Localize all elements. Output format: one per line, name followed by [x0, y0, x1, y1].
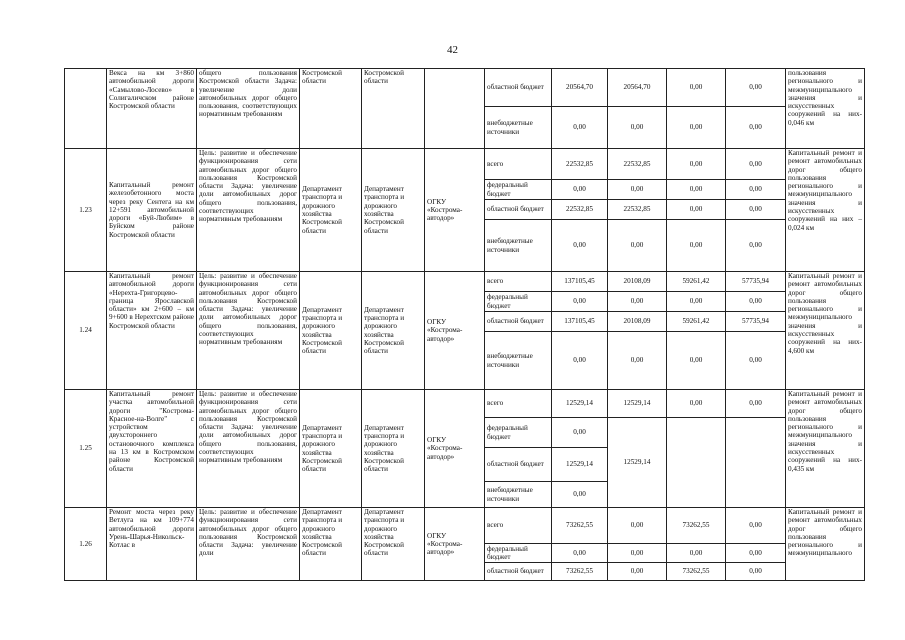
- amount-total: 20564,70: [552, 69, 608, 107]
- row-number-cell: 1.26: [65, 508, 107, 581]
- coordinator-cell: Департамент транспорта и дорожного хозяйства Костромской области: [362, 272, 425, 390]
- funding-source: внебюджетные источники: [485, 107, 552, 149]
- amount-total: 73262,55: [552, 508, 608, 544]
- result-cell: Капитальный ремонт и ремонт автомобильных дорог общего пользования регионального и межмуниципального значения и искусственных сооружений на них – 0,024 км: [786, 149, 865, 272]
- funding-source: областной бюджет: [485, 448, 552, 482]
- amount-year-3: 0,00: [726, 180, 786, 200]
- amount-total: 0,00: [552, 220, 608, 272]
- amount-year-1: 0,00: [608, 292, 667, 312]
- amount-total: 137105,45: [552, 272, 608, 292]
- funding-source: федеральный бюджет: [485, 180, 552, 200]
- amount-total: 0,00: [552, 292, 608, 312]
- funding-source: областной бюджет: [485, 69, 552, 107]
- funding-source: федеральный бюджет: [485, 544, 552, 563]
- goal-cell: Цель: развитие и обеспечение функционирования сети автомобильных дорог общего пользования Костромской области Задача: увеличение доли: [197, 508, 300, 581]
- customer-cell: Департамент транспорта и дорожного хозяйства Костромской области: [300, 508, 362, 581]
- table-row: [65, 508, 865, 544]
- amount-year-1: 0,00: [608, 220, 667, 272]
- amount-year-2: 73262,55: [667, 508, 726, 544]
- amount-year-3: 0,00: [726, 107, 786, 149]
- amount-year-1: 0,00: [608, 508, 667, 544]
- amount-year-1: 0,00: [608, 332, 667, 390]
- amount-total: 0,00: [552, 180, 608, 200]
- row-number-cell: [65, 69, 107, 149]
- table-row: [65, 149, 865, 180]
- amount-year-3: 0,00: [726, 563, 786, 581]
- amount-total: 0,00: [552, 107, 608, 149]
- goal-cell: Цель: развитие и обеспечение функционирования сети автомобильных дорог общего пользования Костромской области Задача: увеличение доли автомобильных дорог общего пользования, соответствующих нормативным требованиям: [197, 272, 300, 390]
- coordinator-cell: Костромской области: [362, 69, 425, 149]
- amount-year-1: 20564,70: [608, 69, 667, 107]
- amount-year-3: 0,00: [726, 544, 786, 563]
- funding-source: внебюджетные источники: [485, 220, 552, 272]
- amount-year-3: 57735,94: [726, 272, 786, 292]
- amount-year-3: 0,00: [726, 220, 786, 272]
- measure-name-cell: Капитальный ремонт железобетонного моста через реку Сентега на км 12+591 автомобильной дороги «Буй-Любим» в Буйском районе Костромской области: [107, 149, 197, 272]
- amount-year-1: 20108,09: [608, 272, 667, 292]
- coordinator-cell: Департамент транспорта и дорожного хозяйства Костромской области: [362, 390, 425, 508]
- result-cell: Капитальный ремонт и ремонт автомобильных дорог общего пользования регионального и межмуниципального значения и искусственных сооружений на них- 4,600 км: [786, 272, 865, 390]
- amount-year-2: 0,00: [667, 390, 726, 418]
- amount-year-3: 0,00: [726, 332, 786, 390]
- executor-cell: ОГКУ «Кострома-автодор»: [425, 272, 485, 390]
- measure-name-cell: Векса на км 3+860 автомобильной дороги «Самылово-Лосево» в Солигаличском районе Костромской области: [107, 69, 197, 149]
- program-table: [64, 68, 865, 581]
- goal-cell: Цель: развитие и обеспечение функционирования сети автомобильных дорог общего пользования Костромской области Задача: увеличение доли автомобильных дорог общего пользования, соответствующих нормативным требованиям: [197, 149, 300, 272]
- amount-year-2: 0,00: [667, 220, 726, 272]
- amount-year-2: 59261,42: [667, 312, 726, 332]
- amount-year-2: 0,00: [667, 107, 726, 149]
- amount-year-1: 0,00: [608, 180, 667, 200]
- measure-name-cell: Капитальный ремонт участка автомобильной дороги "Кострома-Красное-на-Волге" с устройством двухстороннего остановочного комплекса на 13 км в Костромском районе Костромской области: [107, 390, 197, 508]
- amount-year-2: 0,00: [667, 332, 726, 390]
- amount-year-1: 22532,85: [608, 149, 667, 180]
- amount-year-3: 57735,94: [726, 312, 786, 332]
- customer-cell: Департамент транспорта и дорожного хозяйства Костромской области: [300, 149, 362, 272]
- amount-total: 0,00: [552, 332, 608, 390]
- funding-source: всего: [485, 272, 552, 292]
- executor-cell: ОГКУ «Кострома-автодор»: [425, 149, 485, 272]
- amount-year-3: 0,00: [726, 149, 786, 180]
- executor-cell: ОГКУ «Кострома-автодор»: [425, 508, 485, 581]
- amount-total: 12529,14: [552, 448, 608, 482]
- amount-year-1: 0,00: [608, 544, 667, 563]
- amount-year-2: 0,00: [667, 149, 726, 180]
- amount-total: 0,00: [552, 418, 608, 448]
- funding-source: всего: [485, 390, 552, 418]
- amount-total: 0,00: [552, 544, 608, 563]
- executor-cell: ОГКУ «Кострома-автодор»: [425, 390, 485, 508]
- funding-source: федеральный бюджет: [485, 418, 552, 448]
- amount-year-3: 0,00: [726, 508, 786, 544]
- amount-total: 73262,55: [552, 563, 608, 581]
- amount-total: 137105,45: [552, 312, 608, 332]
- measure-name-cell: Капитальный ремонт автомобильной дороги «Нерехта-Григорцево-граница Ярославской области» км 2+600 – км 9+600 в Нерехтском районе Костромской области: [107, 272, 197, 390]
- amount-year-3: [726, 418, 786, 508]
- funding-source: всего: [485, 149, 552, 180]
- amount-year-3: 0,00: [726, 292, 786, 312]
- result-cell: пользования регионального и межмуниципального значения и искусственных сооружений на них- 0,046 км: [786, 69, 865, 149]
- funding-source: областной бюджет: [485, 200, 552, 220]
- amount-year-2: [667, 418, 726, 508]
- amount-year-2: 73262,55: [667, 563, 726, 581]
- table-row: [65, 69, 865, 107]
- customer-cell: Департамент транспорта и дорожного хозяйства Костромской области: [300, 272, 362, 390]
- funding-source: федеральный бюджет: [485, 292, 552, 312]
- amount-year-1: 20108,09: [608, 312, 667, 332]
- table-row: [65, 272, 865, 292]
- amount-year-3: 0,00: [726, 69, 786, 107]
- page-number: 42: [447, 44, 458, 56]
- funding-source: внебюджетные источники: [485, 482, 552, 508]
- table-row: [65, 390, 865, 418]
- amount-year-2: 0,00: [667, 69, 726, 107]
- row-number-cell: 1.24: [65, 272, 107, 390]
- amount-year-1: 22532,85: [608, 200, 667, 220]
- row-number-cell: 1.25: [65, 390, 107, 508]
- amount-total: 22532,85: [552, 200, 608, 220]
- result-cell: Капитальный ремонт и ремонт автомобильных дорог общего пользования регионального и межмуниципального значения и искусственных сооружений на них- 0,435 км: [786, 390, 865, 508]
- executor-cell: [425, 69, 485, 149]
- goal-cell: общего пользования Костромской области Задача: увеличение доли автомобильных дорог общего пользования, соответствующих нормативным требованиям: [197, 69, 300, 149]
- result-cell: Капитальный ремонт и ремонт автомобильных дорог общего пользования регионального и межмуниципального: [786, 508, 865, 581]
- amount-year-1: 12529,14: [608, 390, 667, 418]
- customer-cell: Департамент транспорта и дорожного хозяйства Костромской области: [300, 390, 362, 508]
- row-number-cell: 1.23: [65, 149, 107, 272]
- amount-year-2: 0,00: [667, 544, 726, 563]
- amount-year-2: 0,00: [667, 292, 726, 312]
- amount-year-1: 0,00: [608, 107, 667, 149]
- amount-total: 0,00: [552, 482, 608, 508]
- funding-source: областной бюджет: [485, 312, 552, 332]
- amount-year-2: 59261,42: [667, 272, 726, 292]
- amount-year-3: 0,00: [726, 200, 786, 220]
- measure-name-cell: Ремонт моста через реку Ветлуга на км 109+774 автомобильной дороги Урень-Шарья-Никольск-Котлас в: [107, 508, 197, 581]
- coordinator-cell: Департамент транспорта и дорожного хозяйства Костромской области: [362, 149, 425, 272]
- customer-cell: Костромской области: [300, 69, 362, 149]
- amount-total: 22532,85: [552, 149, 608, 180]
- amount-year-1: 12529,14: [608, 418, 667, 508]
- funding-source: всего: [485, 508, 552, 544]
- funding-source: областной бюджет: [485, 563, 552, 581]
- funding-source: внебюджетные источники: [485, 332, 552, 390]
- amount-year-1: 0,00: [608, 563, 667, 581]
- amount-year-2: 0,00: [667, 200, 726, 220]
- amount-total: 12529,14: [552, 390, 608, 418]
- goal-cell: Цель: развитие и обеспечение функционирования сети автомобильных дорог общего пользования Костромской области Задача: увеличение доли автомобильных дорог общего пользования, соответствующих нормативным требованиям: [197, 390, 300, 508]
- coordinator-cell: Департамент транспорта и дорожного хозяйства Костромской области: [362, 508, 425, 581]
- amount-year-3: 0,00: [726, 390, 786, 418]
- amount-year-2: 0,00: [667, 180, 726, 200]
